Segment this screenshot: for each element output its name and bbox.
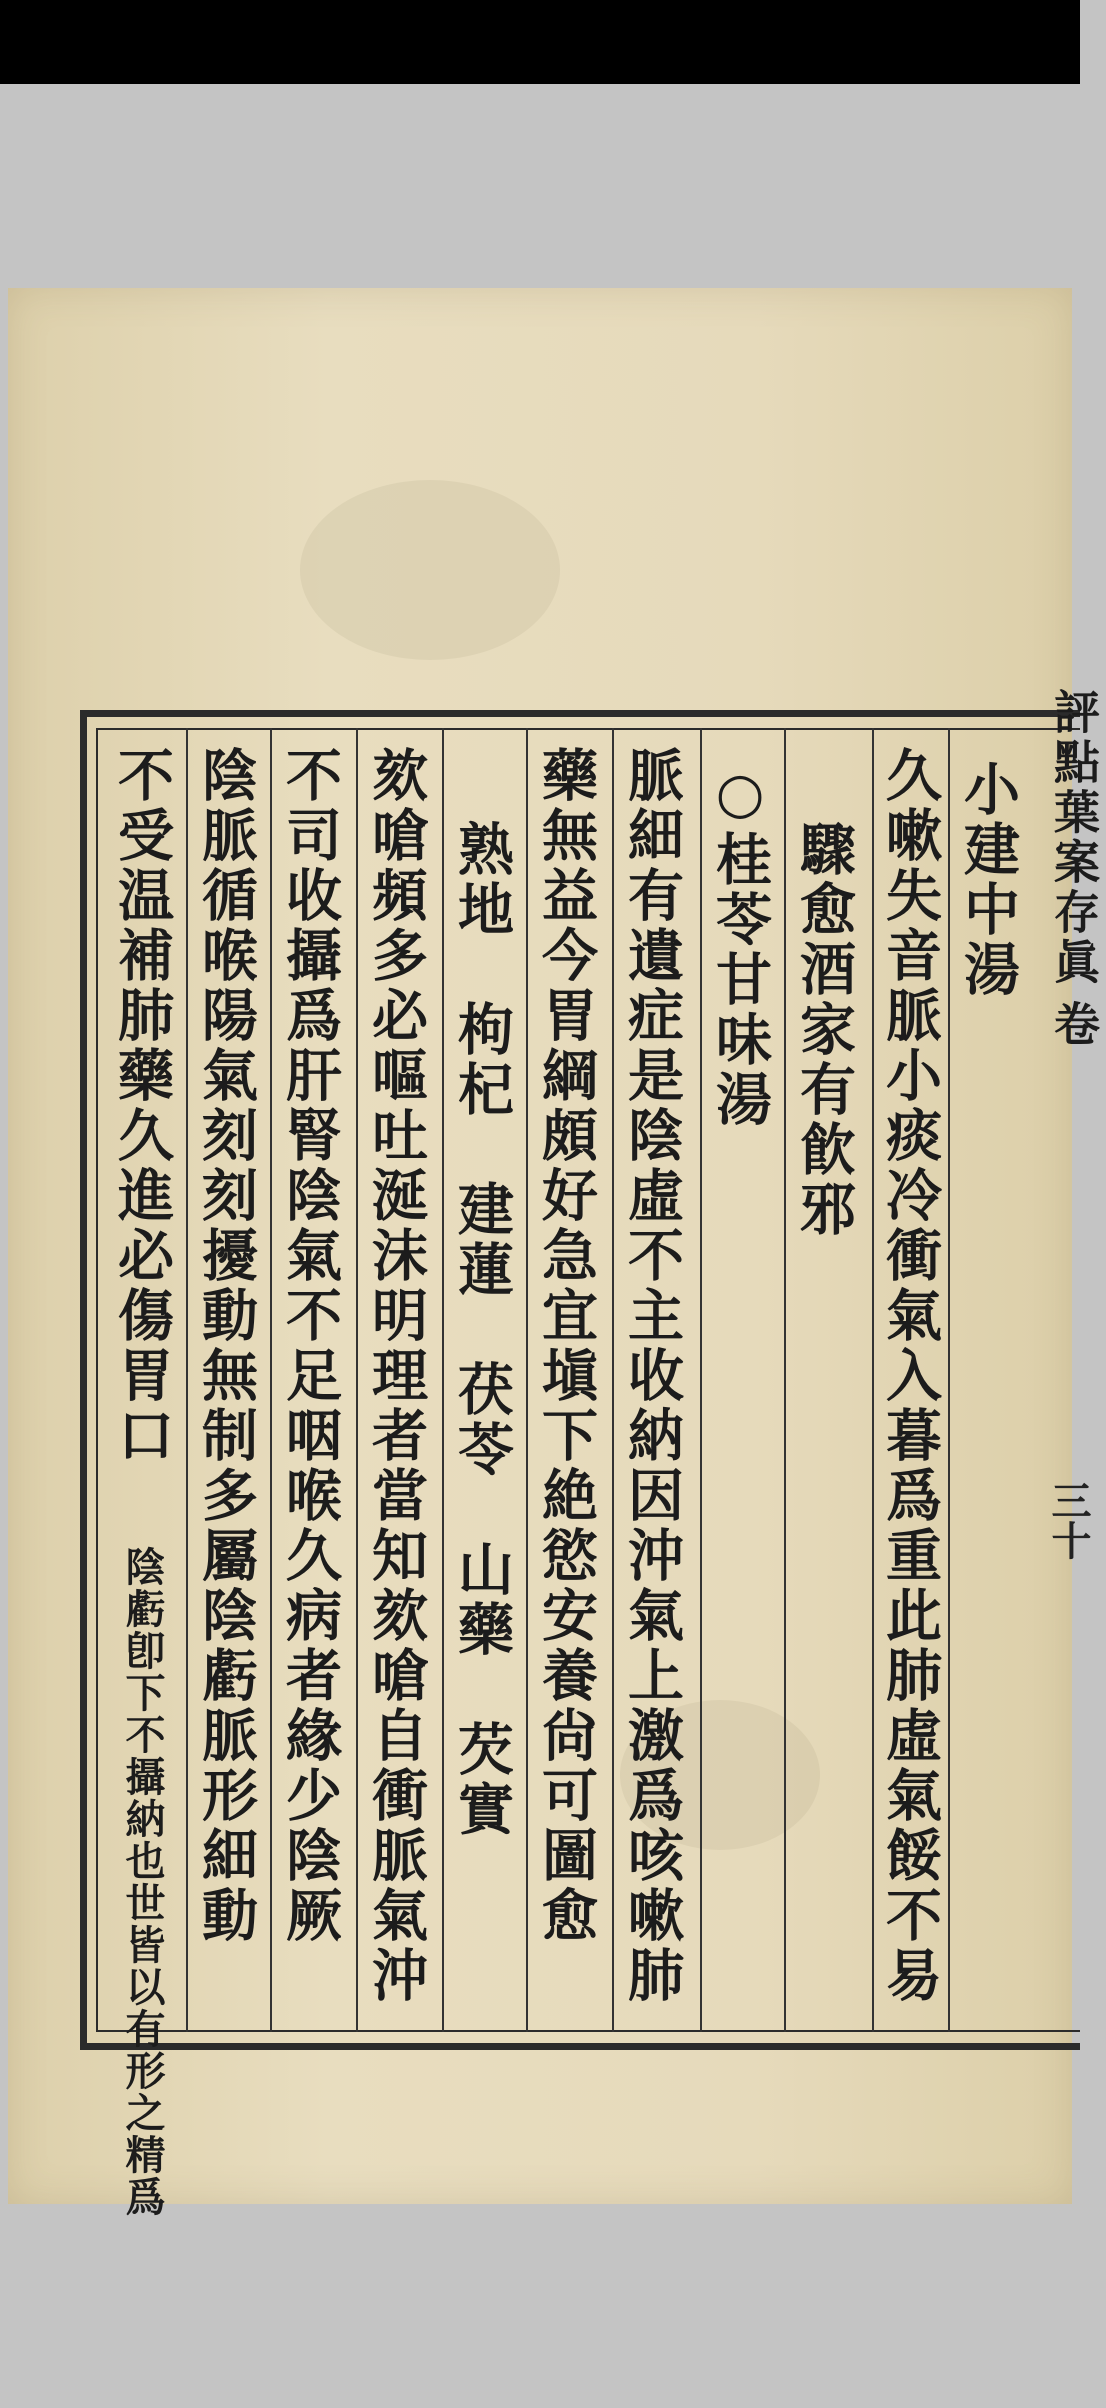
column-rule [442,728,444,2032]
column-rule [872,728,874,2032]
column-rule [612,728,614,2032]
text-column-4: ○桂苓甘味湯 [707,760,773,1130]
text-column-10: 陰脈循喉陽氣刻刻擾動無制多屬陰虧脈形細動 [193,746,259,1946]
column-rule [948,728,950,2032]
column-rule [526,728,528,2032]
top-status-bar [0,0,1080,84]
text-column-9: 不司收攝爲肝腎陰氣不足咽喉久病者緣少陰厥 [277,746,343,1946]
text-column-2: 久嗽失音脈小痰冷衝氣入暮爲重此肺虛氣餒不易 [877,746,943,2006]
text-column-5: 脈細有遺症是陰虛不主收納因沖氣上激爲咳嗽肺 [619,746,685,2006]
text-column-11: 不受温補肺藥久進必傷胃口 [109,746,175,1466]
column-rule [356,728,358,2032]
column-rule [700,728,702,2032]
annotation-note: 陰虧卽下不攝納也世皆以有形之精爲 [119,1546,166,2218]
text-column-1: 小建中湯 [955,760,1021,1000]
text-column-8: 欬嗆頻多必嘔吐涎沫明理者當知欬嗆自衝脈氣沖 [363,746,429,2006]
text-column-6: 藥無益今胃綱頗好急宜塡下絶慾安養尙可圖愈 [533,746,599,1946]
running-head-volume: 卷 [1047,1000,1101,1050]
text-column-7: 熟地 枸杞 建蓮 茯苓 山藥 芡實 [449,820,515,1840]
column-rule [270,728,272,2032]
paper-stain [300,480,560,660]
text-column-3: 驟愈酒家有飮邪 [791,820,857,1240]
column-rule [186,728,188,2032]
running-head-title: 評點葉案存眞 [1047,688,1101,988]
page-number: 三十 [1045,1480,1092,1560]
column-rule [784,728,786,2032]
